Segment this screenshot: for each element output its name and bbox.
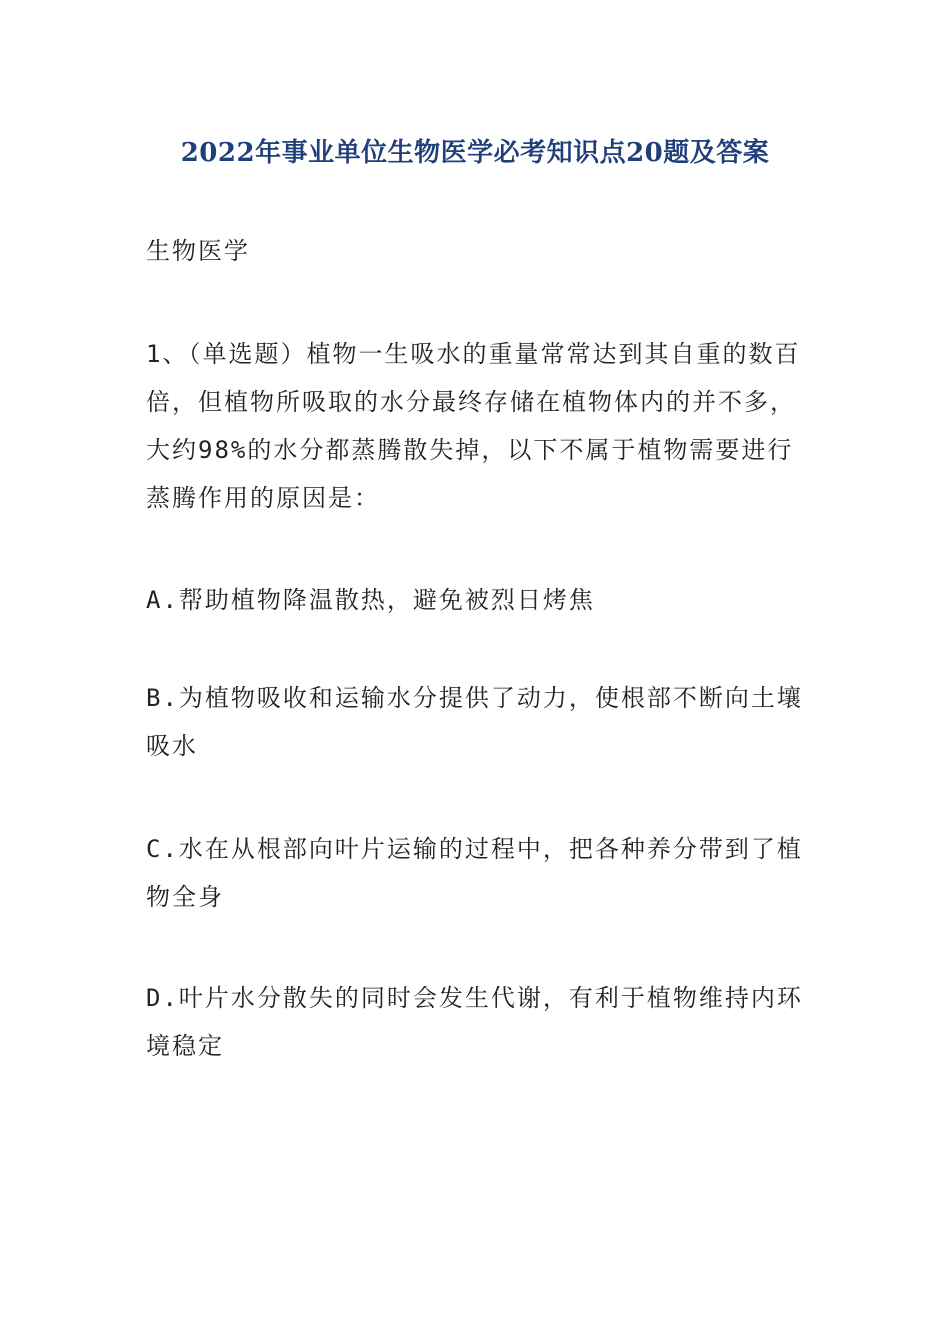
document-title: 2022年事业单位生物医学必考知识点20题及答案 (180, 138, 770, 168)
question-text: 1、（单选题）植物一生吸水的重量常常达到其自重的数百倍，但植物所吸取的水分最终存储在植物体内的并不多，大约98%的水分都蒸腾散失掉，以下不属于植物需要进行蒸腾作用的原因是： (146, 340, 801, 512)
option-c: C.水在从根部向叶片运输的过程中，把各种养分带到了植物全身 (146, 835, 803, 911)
option-a: A.帮助植物降温散热，避免被烈日烤焦 (146, 586, 595, 614)
section-label: 生物医学 (146, 237, 250, 265)
option-d: D.叶片水分散失的同时会发生代谢，有利于植物维持内环境稳定 (146, 984, 803, 1060)
option-b: B.为植物吸收和运输水分提供了动力，使根部不断向土壤吸水 (146, 684, 803, 760)
